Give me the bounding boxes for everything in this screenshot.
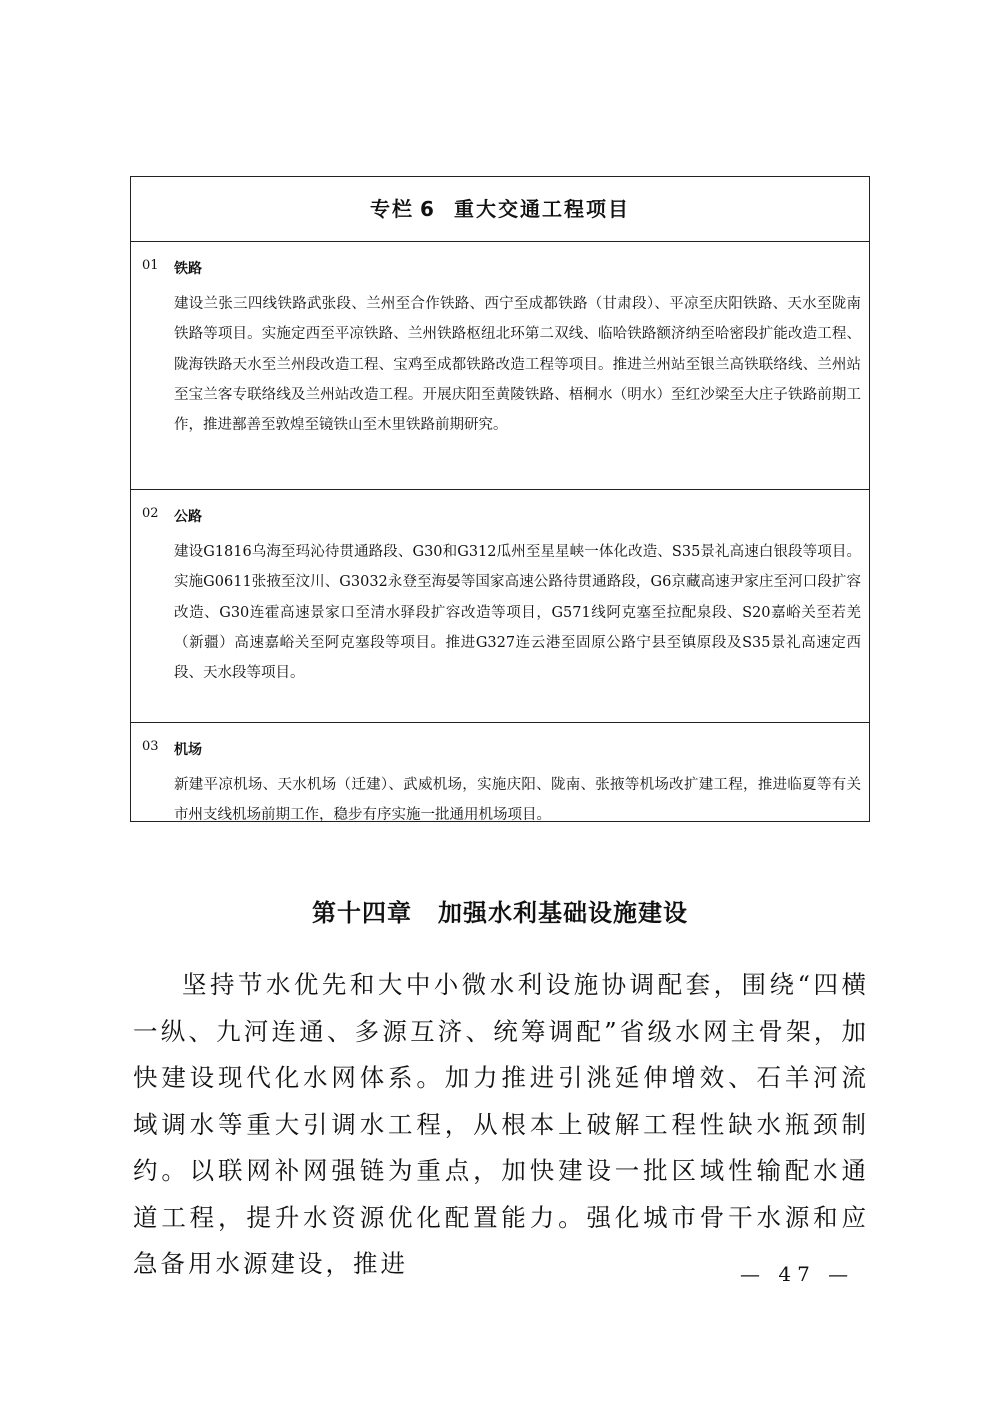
section-body: 建设G1816乌海至玛沁待贯通路段、G30和G312瓜州至星星峡一体化改造、S35景礼高速白银段等项目。实施G0611张掖至汶川、G3032永登至海晏等国家高速公路待贯通路段，G6京藏高速尹家庄至河口段扩容改造、G30连霍高速景家口至清水驿段扩容改造等项目，G571线阿克塞至拉配泉段、S20嘉峪关至若羌（新疆）高速嘉峪关至阿克塞段等项目。推进G327连云港至固原公路宁县至镇原段及S35景礼高速定西段、天水段等项目。 bbox=[174, 544, 861, 682]
box-title-text: 重大交通工程项目 bbox=[453, 197, 630, 221]
box-title-prefix: 专栏 bbox=[370, 197, 415, 221]
feature-box bbox=[130, 176, 870, 822]
section-body: 建设兰张三四线铁路武张段、兰州至合作铁路、西宁至成都铁路（甘肃段）、平凉至庆阳铁路、天水至陇南铁路等项目。实施定西至平凉铁路、兰州铁路枢纽北环第二双线、临哈铁路额济纳至哈密段扩能改造工程、陇海铁路天水至兰州段改造工程、宝鸡至成都铁路改造工程等项目。推进兰州站至银兰高铁联络线、兰州站至宝兰客专联络线及兰州站改造工程。开展庆阳至黄陵铁路、梧桐水（明水）至红沙梁至大庄子铁路前期工作，推进鄯善至敦煌至镜铁山至木里铁路前期研究。 bbox=[174, 296, 861, 434]
box-section-highway bbox=[131, 490, 869, 723]
section-heading: 铁路 bbox=[174, 261, 202, 277]
box-title-number: 6 bbox=[420, 197, 436, 221]
body-paragraph: 坚持节水优先和大中小微水利设施协调配套，围绕“四横一纵、九河连通、多源互济、统筹调配”省级水网主骨架，加快建设现代化水网体系。加力推进引洮延伸增效、石羊河流域调水等重大引调水工程，从根本上破解工程性缺水瓶颈制约。以联网补网强链为重点，加快建设一批区域性输配水通道工程，提升水资源优化配置能力。强化城市骨干水源和应急备用水源建设，推进 bbox=[133, 970, 869, 1278]
box-section-airport bbox=[131, 723, 869, 823]
section-index: 03 bbox=[142, 739, 159, 754]
chapter-number: 第十四章 bbox=[312, 899, 412, 927]
chapter-title: 加强水利基础设施建设 bbox=[438, 899, 688, 927]
box-title bbox=[131, 177, 869, 242]
page-number: — 47 — bbox=[740, 1262, 855, 1286]
box-section-railway bbox=[131, 242, 869, 490]
section-heading: 公路 bbox=[174, 509, 202, 525]
section-heading: 机场 bbox=[174, 742, 202, 758]
section-index: 01 bbox=[142, 258, 159, 273]
section-index: 02 bbox=[142, 506, 159, 521]
chapter-heading bbox=[0, 893, 1000, 928]
section-body: 新建平凉机场、天水机场（迁建）、武威机场，实施庆阳、陇南、张掖等机场改扩建工程，推进临夏等有关市州支线机场前期工作，稳步有序实施一批通用机场项目。 bbox=[174, 777, 861, 824]
